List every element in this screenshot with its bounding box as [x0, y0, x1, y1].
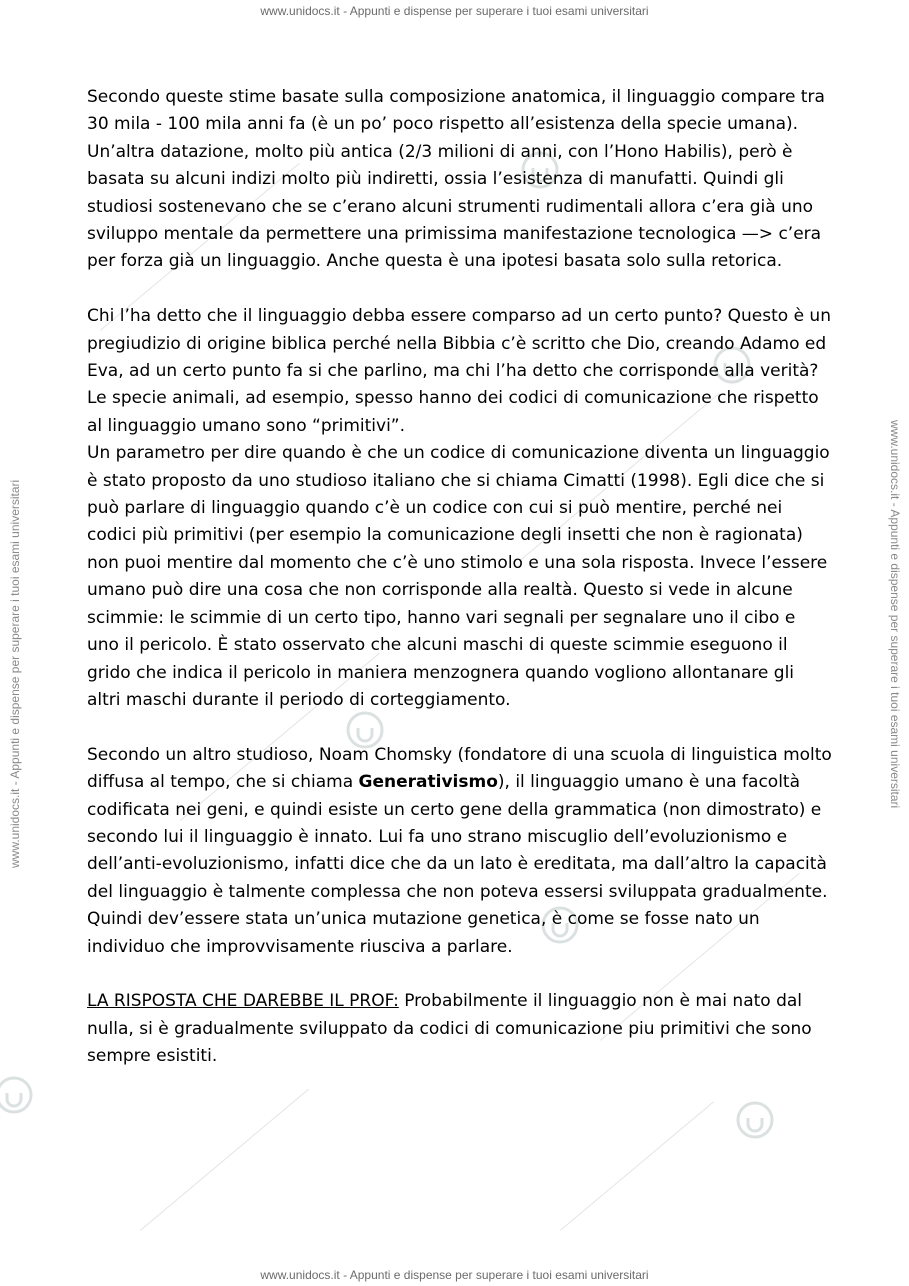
- paragraph-chomsky: [87, 742, 832, 961]
- watermark-header: www.unidocs.it - Appunti e dispense per superare i tuoi esami universitari: [260, 4, 649, 18]
- underlined-heading: LA RISPOSTA CHE DAREBBE IL PROF:: [87, 991, 399, 1012]
- watermark-line: [560, 1101, 714, 1230]
- paragraph: Un’altra datazione, molto più antica (2/3 milioni di anni, con l’Hono Habilis), però è basata su alcuni indizi molto più indiretti, ossia l’esistenza di manufatti. Quindi gli studiosi sostenevano che se c’erano alcuni strumenti rudimentali allora c’era già uno sviluppo mentale da permettere una primissima manifestazione tecnologica —> c’era per forza già un linguaggio. Anche questa è una ipotesi basata solo sulla retorica.: [87, 141, 822, 272]
- paragraph-text: ), il linguaggio umano è una facoltà codificata nei geni, e quindi esiste un certo gene della grammatica (non dimostrato) e secondo lui il linguaggio è innato. Lui fa uno strano miscuglio dell’evoluzionismo e dell’anti-evoluzionismo, infatti dice che da un lato è ereditata, ma dall’altro la capacità del linguaggio è talmente complessa che non poteva essersi sviluppata gradualmente. Quindi dev’essere stata un’unica mutazione genetica, è come se fosse nato un individuo che improvvisamente riusciva a parlare.: [87, 772, 828, 957]
- watermark-side-right: www.unidocs.it - Appunti e dispense per superare i tuoi esami universitari: [888, 420, 902, 809]
- paragraph-text: Secondo un altro studioso, Noam Chomsky (fondatore di una scuola di linguistica molto diffusa al tempo, che si chiama: [87, 744, 832, 793]
- paragraph-text: Probabilmente il linguaggio non è mai nato dal nulla, si è gradualmente sviluppato da codici di comunicazione piu primitivi che sono sempre esistiti.: [87, 991, 812, 1067]
- paragraph-gap: [87, 714, 832, 741]
- paragraph-gap: [87, 961, 832, 988]
- unidocs-logo-icon: [0, 1075, 34, 1115]
- watermark-side-left: www.unidocs.it - Appunti e dispense per superare i tuoi esami universitari: [8, 479, 22, 868]
- paragraph-answer: [87, 988, 832, 1070]
- paragraph-gap: [87, 276, 832, 303]
- paragraph: Secondo queste stime basate sulla composizione anatomica, il linguaggio compare tra 30 mila - 100 mila anni fa (è un po’ poco rispetto all’esistenza della specie umana).: [87, 87, 825, 135]
- unidocs-logo-icon: [735, 1100, 775, 1140]
- paragraph: Chi l’ha detto che il linguaggio debba essere comparso ad un certo punto? Questo è un pregiudizio di origine biblica perché nella Bibbia c’è scritto che Dio, creando Adamo ed Eva, ad un certo punto fa si che parlino, ma chi l’ha detto che corrisponde alla verità? Le specie animali, ad esempio, spesso hanno dei codici di comunicazione che rispetto al linguaggio umano sono “primitivi”.: [87, 306, 831, 436]
- bold-term: Generativismo: [358, 772, 498, 793]
- watermark-line: [140, 1089, 309, 1231]
- document-body: [87, 84, 832, 1071]
- paragraph: Un parametro per dire quando è che un codice di comunicazione diventa un linguaggio è stato proposto da uno studioso italiano che si chiama Cimatti (1998). Egli dice che si può parlare di linguaggio quando c’è un codice con cui si può mentire, perché nei codici più primitivi (per esempio la comunicazione degli insetti che non è ragionata) non puoi mentire dal momento che c’è uno stimolo e una sola risposta. Invece l’essere umano può dire una cosa che non corrisponde alla realtà. Questo si vede in alcune scimmie: le scimmie di un certo tipo, hanno vari segnali per segnalare uno il cibo e uno il pericolo. È stato osservato che alcuni maschi di queste scimmie eseguono il grido che indica il pericolo in maniera menzognera quando vogliono allontanare gli altri maschi durante il periodo di corteggiamento.: [87, 443, 830, 710]
- watermark-footer: www.unidocs.it - Appunti e dispense per superare i tuoi esami universitari: [260, 1268, 649, 1282]
